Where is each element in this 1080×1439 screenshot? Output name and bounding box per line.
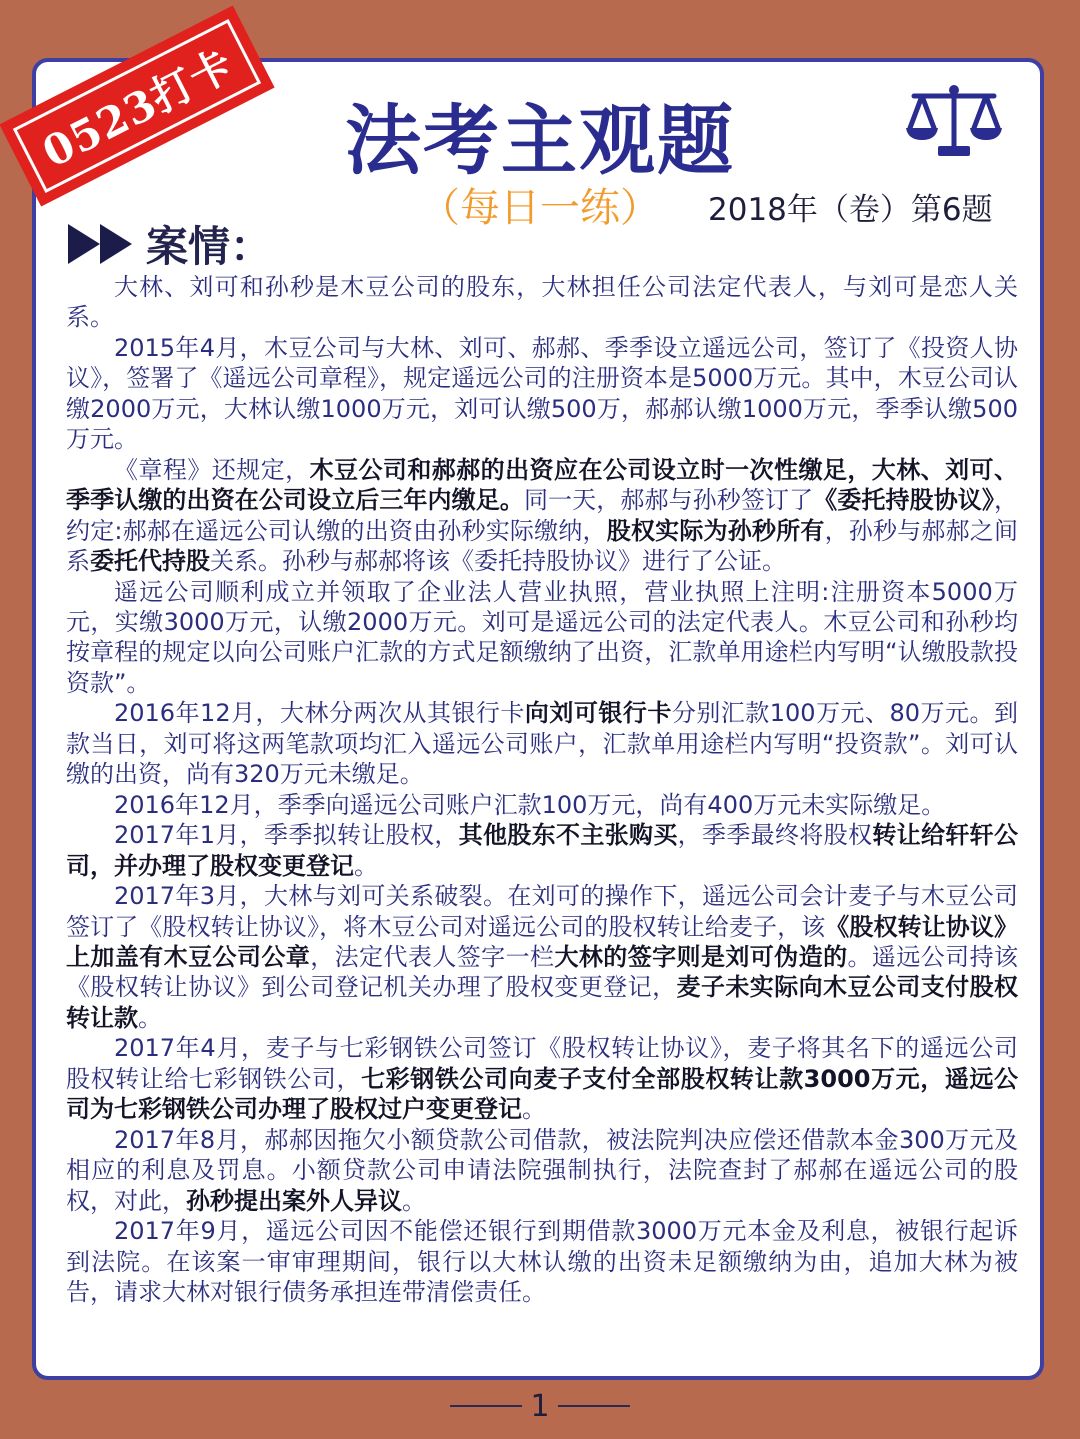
case-label: 案情： xyxy=(146,222,273,271)
page-number: 1 xyxy=(530,1388,550,1424)
text-run: ，孙秒与郝郝之间系 xyxy=(66,516,1018,576)
case-paragraph xyxy=(66,1125,1018,1216)
emphasized-text: 麦子未实际向木豆公司支付股权转让款 xyxy=(66,973,1019,1032)
exam-reference: 2018年（卷）第6题 xyxy=(708,192,993,228)
text-run: 关系。孙秒与郝郝将该《委托持股协议》进行了公证。 xyxy=(210,547,786,576)
text-run: 。 xyxy=(402,1186,426,1215)
emphasized-text: 七彩钢铁公司向麦子支付全部股权转让款3000万元，遥远公司为七彩钢铁公司办理了股权过户变更登记 xyxy=(66,1064,1019,1124)
emphasized-text: 《委托持股协议》 xyxy=(813,486,995,515)
text-run: 2016年12月，季季向遥远公司账户汇款100万元，尚有400万元未实际缴足。 xyxy=(114,790,946,819)
text-run: 。 xyxy=(138,1003,162,1032)
text-run: 2017年8月，郝郝因拖欠小额贷款公司借款，被法院判决应偿还借款本金300万元及相应的利息及罚息。小额贷款公司申请法院强制执行，法院查封了郝郝在遥远公司的股权，对此， xyxy=(66,1125,1018,1215)
text-run: 大林、刘可和孙秒是木豆公司的股东，大林担任公司法定代表人，与刘可是恋人关系。 xyxy=(66,273,1018,332)
text-run: 2017年3月，大林与刘可关系破裂。在刘可的操作下，遥远公司会计麦子与木豆公司签订了《股权转让协议》，将木豆公司对遥远公司的股权转让给麦子，该 xyxy=(66,882,1018,941)
page-footer xyxy=(0,1386,1080,1426)
case-paragraph xyxy=(66,577,1018,699)
emphasized-text: 大林的签字则是刘可伪造的 xyxy=(554,942,848,971)
case-paragraph xyxy=(66,333,1018,455)
case-paragraph xyxy=(66,1216,1018,1307)
text-run: ，约定:郝郝在遥远公司认缴的出资由孙秒实际缴纳， xyxy=(66,486,1019,545)
case-paragraph xyxy=(66,698,1018,789)
emphasized-text: 转让给轩轩公司，并办理了股权变更登记 xyxy=(66,821,1019,880)
case-paragraph xyxy=(66,790,1018,820)
text-run: ，季季最终将股权 xyxy=(677,821,873,850)
double-arrow-icon xyxy=(68,222,136,266)
emphasized-text: 委托代持股 xyxy=(90,547,210,576)
case-paragraph xyxy=(66,881,1018,1033)
emphasized-text: 孙秒提出案外人异议 xyxy=(186,1186,402,1215)
text-run: 《章程》还规定， xyxy=(114,455,310,484)
emphasized-text: 其他股东不主张购买 xyxy=(458,821,678,850)
text-run: 2015年4月，木豆公司与大林、刘可、郝郝、季季设立遥远公司，签订了《投资人协议》，签署了《遥远公司章程》，规定遥远公司的注册资本是5000万元。其中，木豆公司认缴2000万元，大林认缴1000万元，刘可认缴500万，郝郝认缴1000万元，季季认缴500万元。 xyxy=(66,333,1018,454)
stamp-text: 0523打卡 xyxy=(13,19,261,193)
footer-divider xyxy=(450,1405,522,1407)
case-paragraph xyxy=(66,1033,1018,1124)
text-run: 同一天，郝郝与孙秒签订了 xyxy=(523,486,814,515)
case-section-header xyxy=(68,214,272,274)
text-run: 。遥远公司持该《股权转让协议》到公司登记机关办理了股权变更登记， xyxy=(66,942,1019,1002)
case-paragraph xyxy=(66,820,1018,881)
case-paragraph xyxy=(66,455,1018,577)
text-run: 。 xyxy=(522,1095,546,1124)
emphasized-text: 木豆公司和郝郝的出资应在公司设立时一次性缴足，大林、刘可、季季认缴的出资在公司设立后三年内缴足。 xyxy=(66,455,1019,515)
case-paragraph xyxy=(66,272,1018,333)
page-title: 法考主观题 xyxy=(345,96,735,185)
text-run: 分别汇款100万元、80万元。到款当日，刘可将这两笔款项均汇入遥远公司账户，汇款单用途栏内写明“投资款”。刘可认缴的出资，尚有320万元未缴足。 xyxy=(66,699,1018,789)
scale-icon xyxy=(904,84,1004,162)
case-body xyxy=(66,272,1018,1307)
text-run: 遥远公司顺利成立并领取了企业法人营业执照，营业执照上注明:注册资本5000万元，实缴3000万元，认缴2000万元。刘可是遥远公司的法定代表人。木豆公司和孙秒均按章程的规定以向公司账户汇款的方式足额缴纳了出资，汇款单用途栏内写明“认缴股款投资款”。 xyxy=(66,577,1018,697)
text-run: 。 xyxy=(354,851,378,880)
daily-practice-subtitle: （每日一练） xyxy=(420,185,660,231)
emphasized-text: 股权实际为孙秒所有 xyxy=(606,516,825,545)
footer-divider xyxy=(558,1405,630,1407)
text-run: 2016年12月，大林分两次从其银行卡 xyxy=(114,699,525,728)
text-run: 2017年4月，麦子与七彩钢铁公司签订《股权转让协议》，麦子将其名下的遥远公司股权转让给七彩钢铁公司， xyxy=(66,1034,1018,1093)
text-run: ，法定代表人签字一栏 xyxy=(310,942,555,971)
emphasized-text: 《股权转让协议》上加盖有木豆公司公章 xyxy=(66,912,1018,971)
text-run: 2017年9月，遥远公司因不能偿还银行到期借款3000万元本金及利息，被银行起诉到法院。在该案一审审理期间，银行以大林认缴的出资未足额缴纳为由，追加大林为被告，请求大林对银行债务承担连带清偿责任。 xyxy=(66,1217,1018,1306)
text-run: 2017年1月，季季拟转让股权， xyxy=(114,821,459,850)
emphasized-text: 向刘可银行卡 xyxy=(524,699,672,728)
